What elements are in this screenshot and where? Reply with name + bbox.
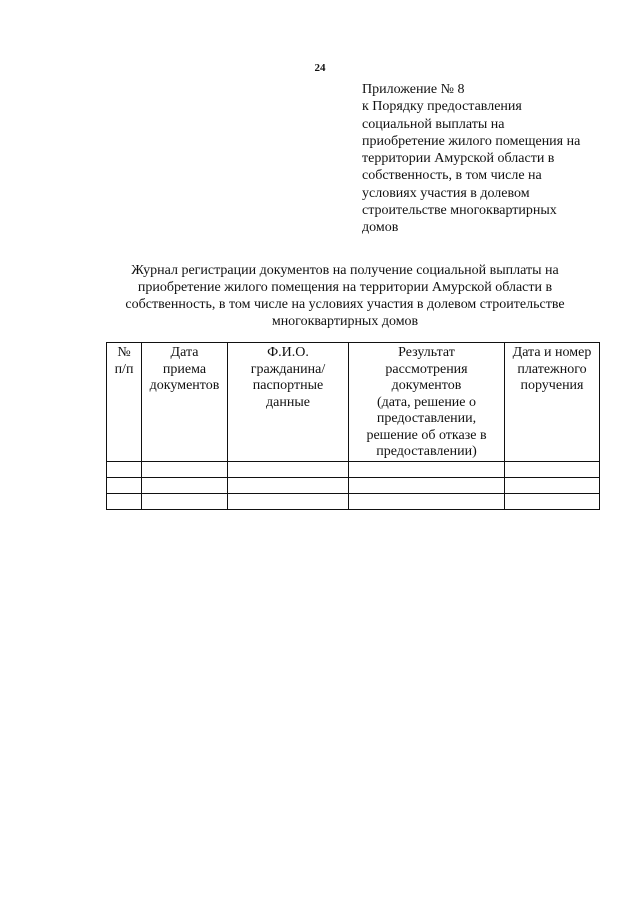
appendix-line: строительстве многоквартирных [362,203,557,219]
header-line: поручения [520,378,584,393]
header-line: предоставлении) [376,444,477,459]
table-cell [349,493,505,509]
appendix-line: территории Амурской области в [362,151,555,167]
table-cell [142,477,228,493]
header-line: паспортные [252,378,324,393]
table-cell [142,493,228,509]
header-line: Дата [170,345,199,360]
header-payment-order [505,343,600,462]
table-row [107,477,600,493]
table-cell [228,477,349,493]
header-receipt-date [142,343,228,462]
header-line: п/п [114,361,134,377]
page-number: 24 [314,62,326,74]
table-cell [349,461,505,477]
appendix-line: социальной выплаты на [362,116,505,132]
table-cell [107,477,142,493]
header-line: Ф.И.О. [267,345,309,360]
journal-title-line: Журнал регистрации документов на получение социальной выплаты на [131,263,559,278]
table-cell [107,461,142,477]
appendix-line: собственность, в том числе на [362,168,542,184]
journal-title [105,262,585,330]
table-cell [142,461,228,477]
header-line: решение об отказе в [366,427,487,443]
table-cell [505,461,600,477]
table-header-row [107,343,600,462]
table-cell [349,477,505,493]
table-cell [505,477,600,493]
header-line: документов [149,378,220,393]
header-line: данные [266,394,310,410]
table-cell [107,493,142,509]
table-row [107,493,600,509]
header-line: Дата и номер [512,345,592,360]
header-line: № [117,345,131,360]
table-cell [228,461,349,477]
header-line: Результат [398,345,455,360]
header-number [107,343,142,462]
journal-title-line: собственность, в том числе на условиях участия в долевом строительстве [125,297,565,312]
registration-table [106,342,600,510]
table-cell [228,493,349,509]
header-line: документов [391,378,462,393]
appendix-line: приобретение жилого помещения на [362,133,581,149]
header-review-result [349,343,505,462]
header-line: (дата, решение о [376,394,477,410]
header-line: рассмотрения [385,361,468,377]
header-line: предоставлении, [376,411,477,426]
journal-title-line: приобретение жилого помещения на территории Амурской области в [137,280,553,295]
appendix-heading [362,81,622,237]
appendix-line: к Порядку предоставления [362,99,522,115]
table-cell [505,493,600,509]
header-line: платежного [517,361,587,377]
header-citizen-name [228,343,349,462]
journal-title-line: многоквартирных домов [271,314,419,329]
header-line: гражданина/ [250,361,326,377]
appendix-line: Приложение № 8 [362,82,465,97]
header-line: приема [162,361,207,377]
table-row [107,461,600,477]
appendix-line: условиях участия в долевом [362,185,530,201]
appendix-line: домов [362,220,399,236]
